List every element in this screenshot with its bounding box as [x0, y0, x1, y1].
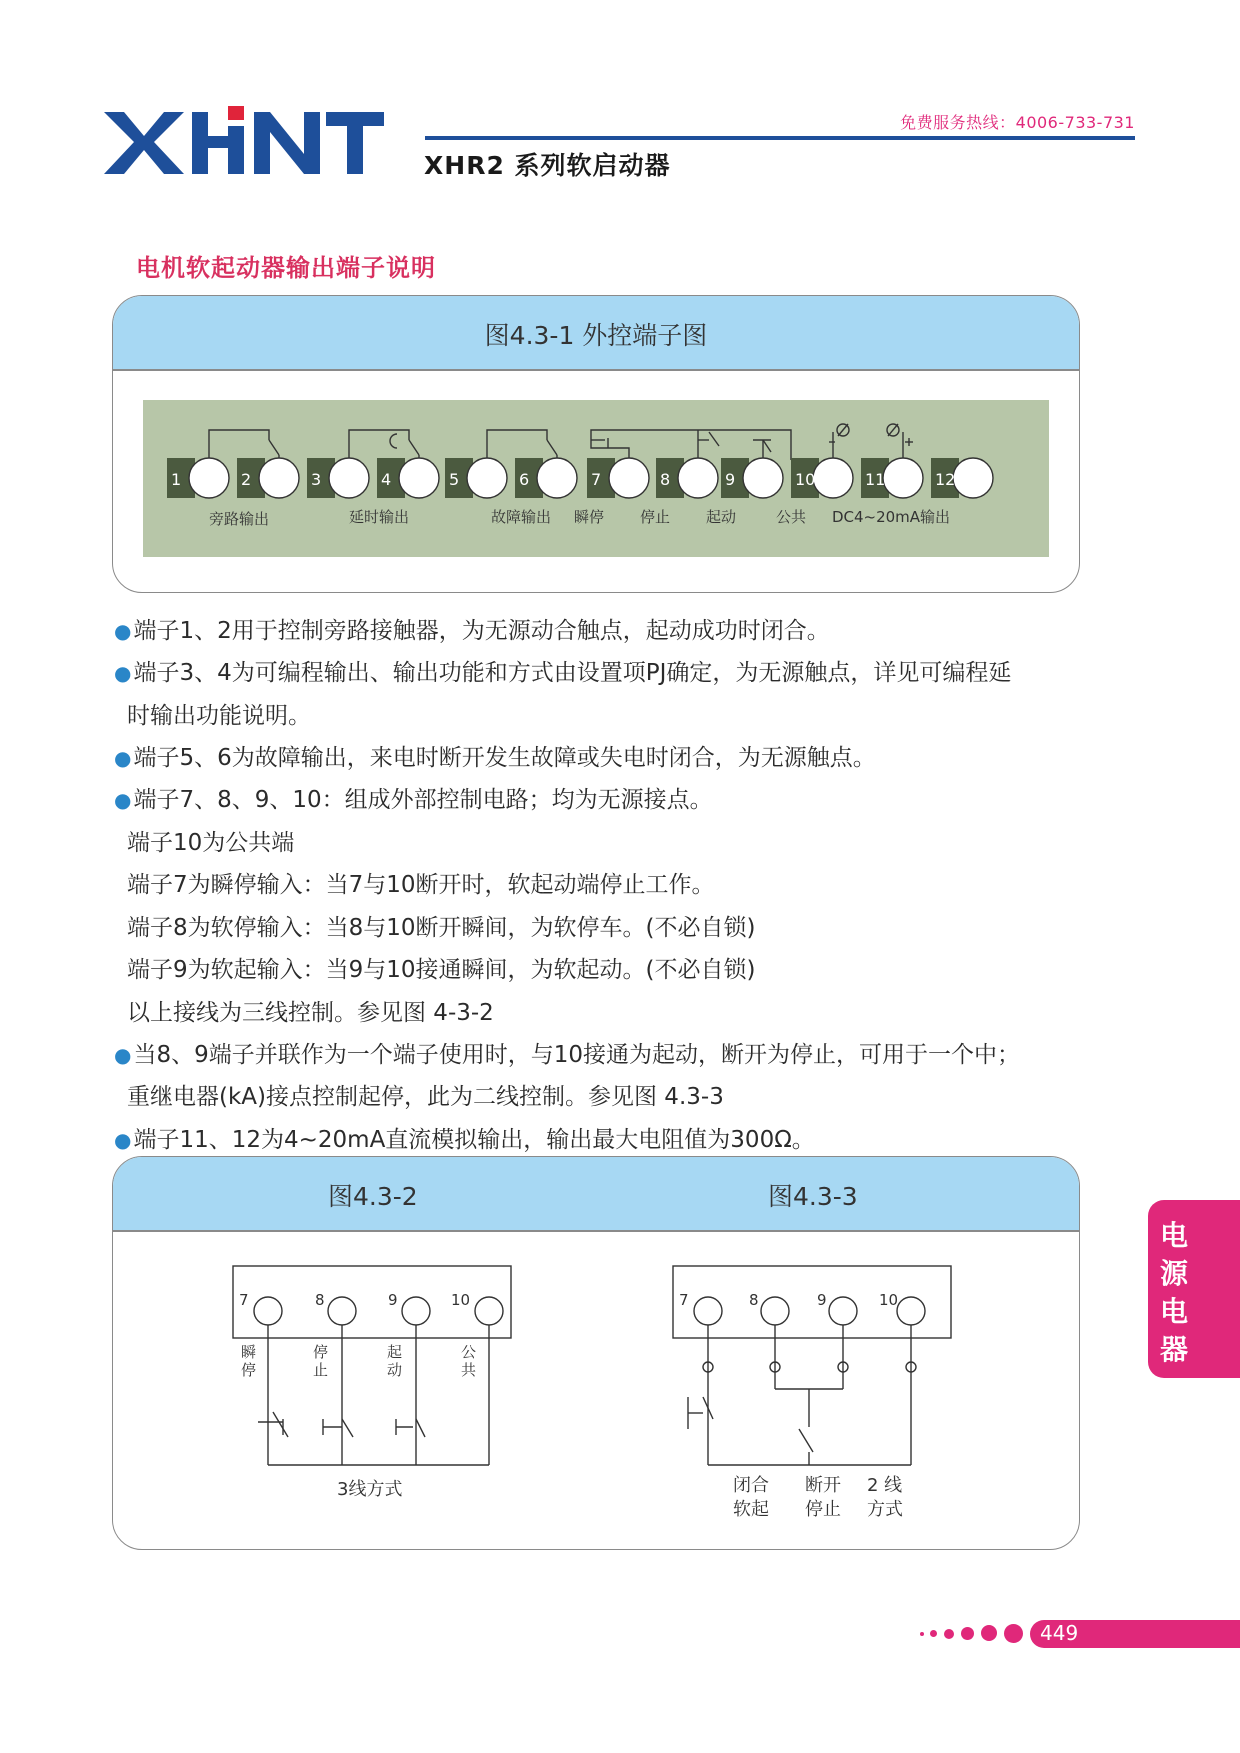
side-tab-char: 源 [1159, 1257, 1188, 1290]
description-line [114, 739, 876, 772]
fig2-terminal-8: 8 [315, 1291, 325, 1309]
terminal-1 [189, 458, 229, 498]
terminal-number: 9 [725, 470, 736, 489]
header-rule [425, 136, 1135, 140]
description-text: 端子1、2用于控制旁路接触器，为无源动合触点，起动成功时闭合。 [133, 618, 830, 644]
side-tab-char: 电 [1159, 1219, 1188, 1252]
group-label-start: 起动 [705, 508, 737, 526]
description-text: 当8、9端子并联作为一个端子使用时，与10接通为起动，断开为停止，可用于一个中； [133, 1042, 1020, 1068]
description-line [114, 1121, 815, 1154]
description-text: 端子10为公共端 [127, 830, 295, 856]
fig2-vertical-label-char: 停 [313, 1343, 329, 1361]
group-label-bypass: 旁路输出 [208, 510, 270, 528]
description-text: 端子7、8、9、10：组成外部控制电路；均为无源接点。 [133, 787, 713, 813]
footer-dot [944, 1629, 954, 1639]
page-number: 449 [1040, 1621, 1079, 1645]
figure-header [113, 296, 1079, 371]
series-title: XHR2 系列软启动器 [424, 151, 671, 180]
figure2-title: 图4.3-2 [328, 1182, 418, 1211]
terminal-11 [883, 458, 923, 498]
fig3-caption-1b: 软起 [733, 1499, 769, 1520]
description-line [114, 654, 1011, 687]
terminal-6 [537, 458, 577, 498]
terminal-number: 1 [171, 470, 182, 489]
fig2-vertical-label-char: 共 [461, 1361, 477, 1379]
figure-wiring-panel [112, 1156, 1080, 1550]
side-tab-char: 电 [1159, 1295, 1188, 1328]
fig2-terminal-7: 7 [239, 1291, 249, 1309]
description-line [127, 866, 715, 899]
terminal-board [143, 400, 1049, 557]
footer-dot [981, 1625, 997, 1641]
description-text: 端子8为软停输入：当8与10断开瞬间，为软停车。(不必自锁) [127, 915, 756, 941]
side-tab-char: 器 [1159, 1333, 1188, 1366]
group-label-instant-stop: 瞬停 [573, 508, 605, 526]
fig2-vertical-label-char: 停 [241, 1361, 257, 1379]
terminal-number: 11 [865, 470, 886, 489]
figure-title: 图4.3-1 外控端子图 [484, 321, 708, 350]
terminal-number: 6 [519, 470, 530, 489]
fig2-vertical-label-char: 瞬 [241, 1343, 257, 1361]
figure3-title: 图4.3-3 [768, 1182, 858, 1211]
terminal-7 [609, 458, 649, 498]
bullet-icon: ● [114, 1128, 132, 1152]
terminal-3 [329, 458, 369, 498]
fig3-caption-1a: 闭合 [733, 1475, 769, 1496]
terminal-4 [399, 458, 439, 498]
description-line [127, 824, 294, 857]
footer-dot [961, 1627, 974, 1640]
group-label-common: 公共 [775, 508, 807, 526]
fig2-vertical-label-char: 止 [313, 1361, 329, 1379]
service-hotline: 免费服务热线：4006-733-731 [900, 113, 1135, 132]
fig2-terminal-9: 9 [388, 1291, 398, 1309]
description-line [127, 909, 755, 942]
description-text: 端子9为软起输入：当9与10接通瞬间，为软起动。(不必自锁) [127, 957, 756, 983]
bullet-icon: ● [114, 1043, 132, 1067]
xhnt-logo [104, 104, 384, 180]
fig3-caption-3a: 2 线 [867, 1475, 903, 1496]
bullet-icon: ● [114, 661, 132, 685]
description-text: 以上接线为三线控制。参见图 4-3-2 [127, 1000, 494, 1026]
description-line [114, 1036, 1020, 1069]
bullet-icon: ● [114, 788, 132, 812]
wiring-diagrams [113, 1157, 1079, 1549]
terminal-diagram [143, 400, 1049, 557]
terminal-number: 8 [660, 470, 671, 489]
terminal-12 [953, 458, 993, 498]
terminal-number: 4 [381, 470, 392, 489]
fig3-terminal-9: 9 [817, 1291, 827, 1309]
bullet-icon: ● [114, 619, 132, 643]
description-text: 重继电器(kA)接点控制起停，此为二线控制。参见图 4.3-3 [127, 1084, 724, 1110]
terminal-number: 2 [241, 470, 252, 489]
terminal-10 [813, 458, 853, 498]
footer-dot [920, 1632, 924, 1636]
description-line [114, 612, 830, 645]
section-title: 电机软起动器输出端子说明 [136, 254, 436, 282]
terminal-number: 10 [795, 470, 816, 489]
footer-dot [930, 1630, 937, 1637]
fig2-terminal-10: 10 [451, 1291, 471, 1309]
description-line [127, 697, 311, 730]
fig2-vertical-label-char: 公 [461, 1343, 477, 1361]
terminal-9 [743, 458, 783, 498]
fig3-terminal-8: 8 [749, 1291, 759, 1309]
fig3-terminal-7: 7 [679, 1291, 689, 1309]
description-text: 端子5、6为故障输出，来电时断开发生故障或失电时闭合，为无源触点。 [133, 745, 876, 771]
group-label-analog-output: DC4~20mA输出 [831, 508, 951, 526]
fig3-caption-3b: 方式 [867, 1499, 903, 1520]
description-text: 端子11、12为4~20mA直流模拟输出，输出最大电阻值为300Ω。 [133, 1127, 815, 1153]
description-line [127, 994, 494, 1027]
category-side-tab [1148, 1200, 1240, 1378]
terminal-number: 3 [311, 470, 322, 489]
group-label-fault: 故障输出 [490, 508, 552, 526]
description-line [127, 1078, 724, 1111]
terminal-number: 12 [935, 470, 956, 489]
fig3-caption-2b: 停止 [805, 1499, 841, 1520]
description-text: 时输出功能说明。 [127, 703, 311, 729]
group-label-stop: 停止 [639, 508, 671, 526]
description-line [127, 951, 755, 984]
terminal-5 [467, 458, 507, 498]
terminal-2 [259, 458, 299, 498]
terminal-number: 7 [591, 470, 602, 489]
fig3-caption-2a: 断开 [805, 1475, 841, 1496]
fig2-caption: 3线方式 [337, 1479, 403, 1500]
description-line [114, 781, 713, 814]
terminal-8 [678, 458, 718, 498]
terminal-number: 5 [449, 470, 460, 489]
fig2-vertical-label-char: 动 [387, 1361, 403, 1379]
description-text: 端子7为瞬停输入：当7与10断开时，软起动端停止工作。 [127, 872, 715, 898]
description-text: 端子3、4为可编程输出、输出功能和方式由设置项PJ确定，为无源触点，详见可编程延 [133, 660, 1012, 686]
group-label-delay: 延时输出 [348, 508, 410, 526]
footer-dot [1004, 1624, 1023, 1643]
figure-terminal-panel [112, 295, 1080, 593]
bullet-icon: ● [114, 746, 132, 770]
fig3-terminal-10: 10 [879, 1291, 899, 1309]
fig2-vertical-label-char: 起 [387, 1343, 403, 1361]
